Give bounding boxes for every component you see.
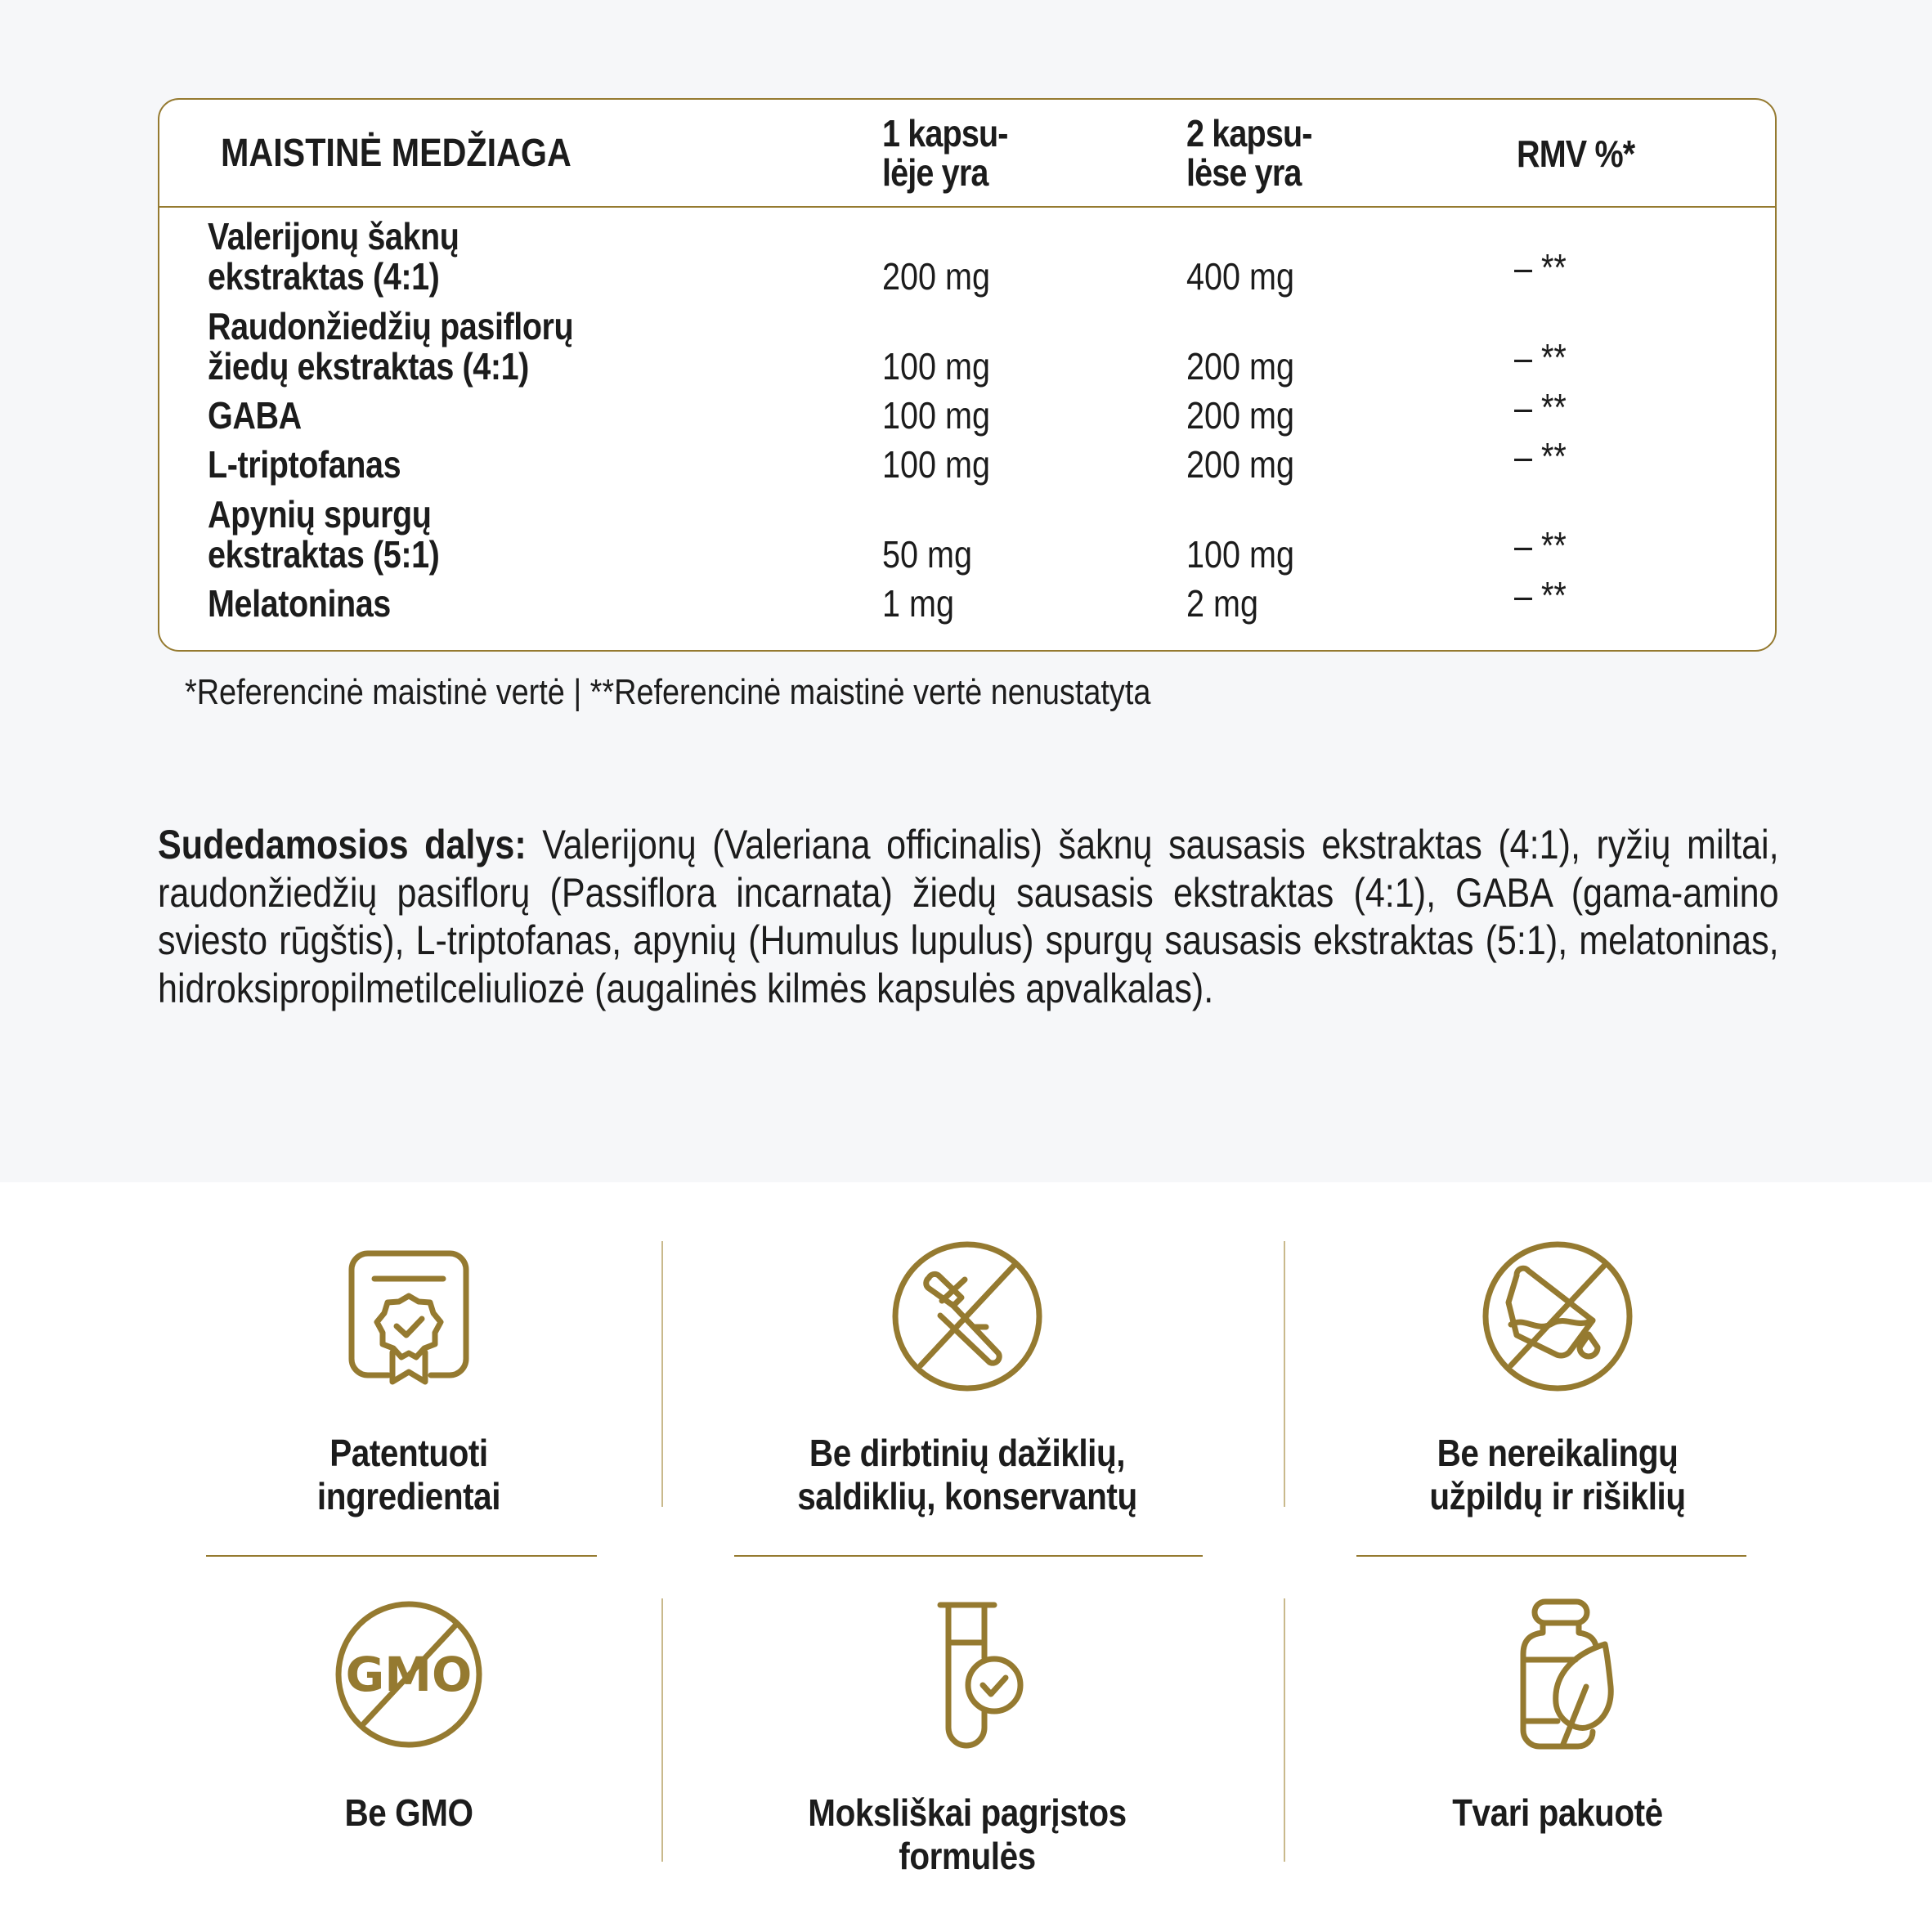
nutrient-name-line1: Apynių spurgų: [208, 493, 432, 536]
no-fillers-icon: [1480, 1239, 1635, 1394]
feature-label-line1: Moksliškai pagrįstos: [808, 1791, 1127, 1834]
feature-label-line2: formulės: [899, 1835, 1036, 1877]
header-per-one-line1: 1 kapsu-: [882, 112, 1008, 155]
feature-label: [766, 1791, 1169, 1878]
amount-one: 100 mg: [882, 394, 990, 437]
feature-label: [766, 1432, 1169, 1518]
amount-two: 100 mg: [1186, 533, 1294, 576]
row-divider: [206, 1555, 597, 1557]
ingredients-text: Valerijonų (Valeriana officinalis) šaknų sausasis ekstraktas (4:1), ryžių miltai, raudonžiedžių pasiflorų (Passiflora incarnata) žiedų sausasis ekstraktas (4:1), GABA (gama-amino sviesto rūgštis), L-triptofanas, apynių (Humulus lupulus) spurgų sausasis ekstraktas (5:1), melatoninas, hidroksipropilmetilceliuliozė (augalinės kilmės kapsulės apvalkalas).: [158, 822, 1779, 1011]
header-per-one-capsule: [882, 114, 1008, 192]
feature-no-artificial-additives: [738, 1239, 1196, 1518]
amount-two: 2 mg: [1186, 582, 1258, 625]
feature-label-line2: užpildų ir rišiklių: [1429, 1475, 1686, 1517]
feature-label-line2: ingredientai: [316, 1475, 501, 1517]
feature-label-line1: Be nereikalingų: [1437, 1432, 1679, 1474]
gmo-text: GMO: [345, 1647, 473, 1702]
amount-one: 50 mg: [882, 533, 972, 576]
table-footnote: *Referencinė maistinė vertė | **Referencinė maistinė vertė nenustatyta: [185, 672, 1151, 712]
rmv-value: – **: [1514, 435, 1567, 477]
feature-label: [208, 1432, 611, 1518]
feature-science-based: [738, 1597, 1196, 1878]
feature-no-gmo: [180, 1597, 638, 1835]
test-tube-check-icon: [890, 1597, 1045, 1752]
header-per-one-line2: lėje yra: [882, 151, 988, 194]
amount-two: 200 mg: [1186, 443, 1294, 486]
header-divider: [159, 206, 1775, 208]
nutrient-name-line2: ekstraktas (5:1): [208, 533, 440, 576]
amount-one: 100 mg: [882, 345, 990, 388]
nutrient-name-line2: ekstraktas (4:1): [208, 255, 440, 298]
feature-label-line1: Be GMO: [344, 1791, 473, 1834]
feature-label: [1356, 1791, 1759, 1835]
feature-label: [208, 1791, 611, 1835]
nutrient-name: [208, 217, 459, 297]
column-divider: [661, 1598, 663, 1862]
header-per-two-line1: 2 kapsu-: [1186, 112, 1312, 155]
ingredients-label: Sudedamosios dalys:: [158, 822, 527, 867]
amount-one: 200 mg: [882, 255, 990, 298]
header-rmv: RMV %*: [1517, 132, 1635, 175]
rmv-value: – **: [1514, 524, 1567, 567]
amount-two: 200 mg: [1186, 394, 1294, 437]
row-divider: [1356, 1555, 1746, 1557]
column-divider: [1284, 1241, 1285, 1507]
certificate-badge-icon: [339, 1239, 478, 1394]
no-gmo-icon: [331, 1597, 486, 1752]
feature-label-line2: saldiklių, konservantų: [797, 1475, 1137, 1517]
feature-no-fillers: [1329, 1239, 1786, 1518]
feature-sustainable-packaging: [1329, 1597, 1786, 1835]
nutrition-table: [158, 98, 1777, 652]
amount-one: 100 mg: [882, 443, 990, 486]
row-divider: [734, 1555, 1203, 1557]
nutrient-name: L-triptofanas: [208, 443, 401, 486]
column-divider: [661, 1241, 663, 1507]
eco-jar-leaf-icon: [1480, 1597, 1635, 1752]
feature-label-line1: Tvari pakuotė: [1452, 1791, 1663, 1834]
nutrient-name-line1: Valerijonų šaknų: [208, 215, 459, 258]
amount-two: 400 mg: [1186, 255, 1294, 298]
header-per-two-line2: lėse yra: [1186, 151, 1302, 194]
rmv-value: – **: [1514, 574, 1567, 616]
feature-label-line1: Patentuoti: [329, 1432, 488, 1474]
header-per-two-capsules: [1186, 114, 1312, 192]
no-dropper-icon: [890, 1239, 1045, 1394]
rmv-value: – **: [1514, 386, 1567, 428]
header-nutrient: MAISTINĖ MEDŽIAGA: [221, 132, 572, 175]
nutrient-name: [208, 495, 439, 575]
amount-two: 200 mg: [1186, 345, 1294, 388]
feature-label-line1: Be dirbtinių dažiklių,: [809, 1432, 1126, 1474]
feature-label: [1356, 1432, 1759, 1518]
nutrient-name-line2: žiedų ekstraktas (4:1): [208, 345, 529, 388]
column-divider: [1284, 1598, 1285, 1862]
amount-one: 1 mg: [882, 582, 954, 625]
feature-patented-ingredients: [180, 1239, 638, 1518]
nutrient-name: Melatoninas: [208, 582, 391, 625]
nutrient-name: GABA: [208, 394, 302, 437]
ingredients-paragraph: [158, 821, 1779, 1012]
rmv-value: – **: [1514, 246, 1567, 289]
rmv-value: – **: [1514, 336, 1567, 379]
nutrient-name: [208, 307, 573, 387]
nutrient-name-line1: Raudonžiedžių pasiflorų: [208, 305, 574, 347]
